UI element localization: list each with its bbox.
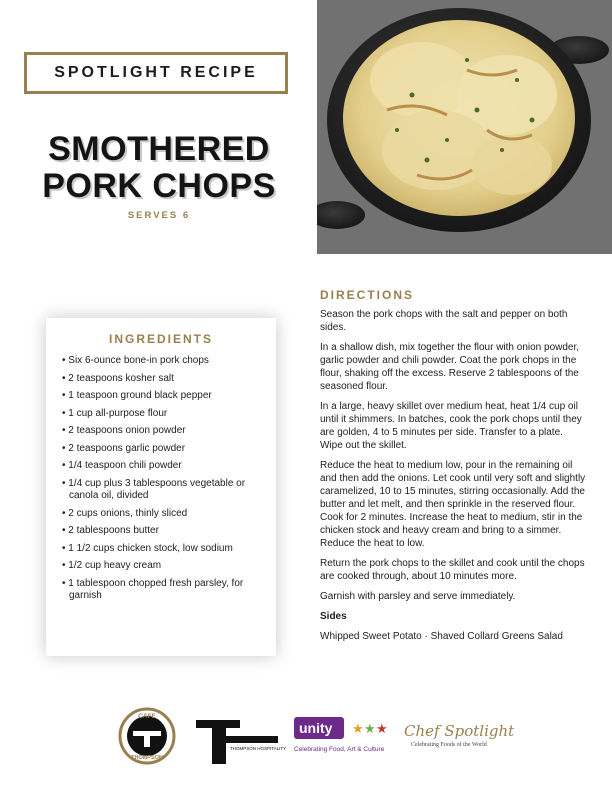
ingredient-item: • 2 cups onions, thinly sliced [62,507,188,519]
ingredient-item: • 1/4 teaspoon chili powder [62,460,182,471]
ingredient-item: • 2 teaspoons kosher salt [62,372,174,384]
directions-body [320,308,586,650]
direction-step: Reduce the heat to medium low, pour in the remaining oil and then add the onions. Let cook until very soft and slightly caramelized, 10 to 15 minutes, stirring occasionally. Add the butter and let melt, and then sprinkle in the reserved flour. Cook for 2 minutes. Increase the heat to medium, stir in the chicken stock and heavy cream and bring to a simmer. Reduce the heat to low. [320,460,586,549]
ingredient-item: • 1/4 cup plus 3 tablespoons vegetable or canola oil, divided [62,477,246,501]
logo-footer [0,700,612,780]
serves-label: SERVES 6 [127,210,191,221]
direction-step: Season the pork chops with the salt and pepper on both sides. [320,309,568,333]
ingredient-item: • 2 teaspoons onion powder [62,425,186,436]
directions-title: DIRECTIONS [320,288,415,302]
star-icon: ★ [376,722,388,737]
star-icon: ★ [352,722,364,737]
recipe-title-line-1: SMOTHERED [48,130,270,168]
svg-text:CAFE: CAFE [138,713,156,720]
svg-text:THOMPSON: THOMPSON [131,755,163,761]
sides-text: Whipped Sweet Potato · Shaved Collard Greens Salad [320,631,563,642]
ingredient-item: • 1 1/2 cups chicken stock, low sodium [62,542,233,554]
recipe-title-line-2: PORK CHOPS [42,167,276,205]
chef-spotlight-logo [404,722,515,748]
ingredient-item: • 1 cup all-purpose flour [62,407,168,419]
cafe-thompson-logo [120,709,174,763]
star-icon: ★ [364,722,376,737]
ingredients-card [46,318,276,656]
svg-text:unity: unity [299,720,333,736]
banner-text: SPOTLIGHT RECIPE [54,64,258,81]
direction-step: In a shallow dish, mix together the flour with onion powder, garlic powder and chili powder. Coat the pork chops in the flour, shaking off the excess. Reserve 2 tablespoons of the seasoned flour. [320,342,580,392]
thompson-hospitality-logo [196,720,286,764]
pork-chops-photo [317,0,612,254]
direction-step: Return the pork chops to the skillet and cook until the chops are cooked through, about 10 minutes more. [320,558,585,582]
ingredient-item: • 2 tablespoons butter [62,525,159,536]
ingredient-item: • 1 teaspoon ground black pepper [62,390,212,401]
ingredient-item: • 1/2 cup heavy cream [62,560,162,571]
ingredient-item: • 1 tablespoon chopped fresh parsley, for garnish [62,577,244,601]
svg-text:THOMPSON HOSPITALITY: THOMPSON HOSPITALITY [230,746,287,751]
svg-text:Celebrating Foods of the World: Celebrating Foods of the World [411,742,487,748]
direction-step: Garnish with parsley and serve immediately. [320,591,516,602]
ingredients-title: INGREDIENTS [108,332,213,346]
logo-row [0,700,612,780]
unity-logo [294,717,388,753]
svg-text:Celebrating Food, Art & Cultur: Celebrating Food, Art & Culture [294,746,385,753]
sides-label: Sides [320,611,347,622]
ingredient-item: • 2 teaspoons garlic powder [62,442,186,454]
ingredients-list [62,355,266,608]
skillet-illustration [317,0,612,254]
ingredient-item: • Six 6-ounce bone-in pork chops [62,355,209,366]
svg-text:Chef Spotlight: Chef Spotlight [404,722,515,740]
spotlight-recipe-banner [24,52,288,94]
direction-step: In a large, heavy skillet over medium heat, heat 1/4 cup oil until it shimmers. In batches, cook the pork chops until they are golden, 4 to 5 minutes per side. Transfer to a plate. Wipe out the skillet. [320,401,582,451]
